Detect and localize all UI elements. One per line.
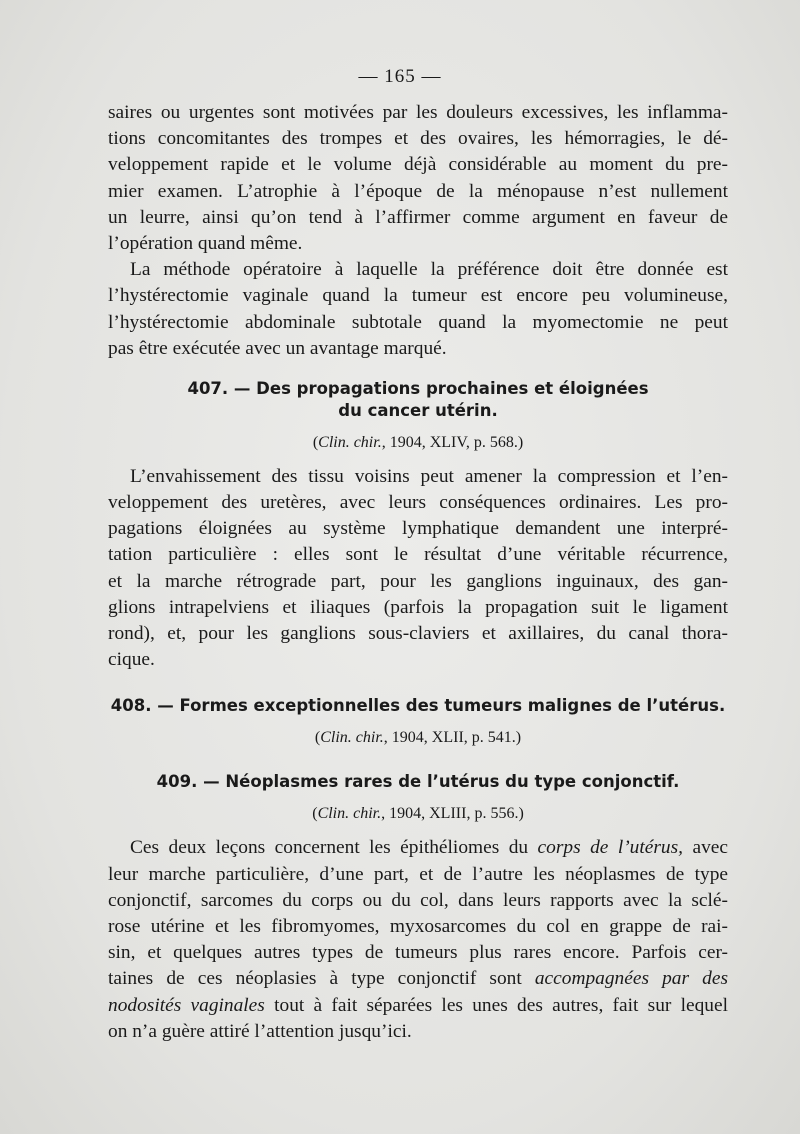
text-line: cique. xyxy=(108,649,155,671)
section-heading xyxy=(108,695,728,717)
text-line: rose utérine et les fibromyomes, myxosarcomes du col en grappe de rai- xyxy=(108,915,728,937)
italic-text: nodosités vaginales xyxy=(108,994,265,1016)
text-run: avec xyxy=(683,837,728,859)
text-line: l’hystérectomie vaginale quand la tumeur est encore peu volumineuse, xyxy=(108,285,728,307)
text-line: on n’a guère attiré l’attention jusqu’ici. xyxy=(108,1020,412,1042)
section-number: 407. xyxy=(187,378,229,398)
text-line: tions concomitantes des trompes et des ovaires, les hémorragies, le dé- xyxy=(108,128,728,150)
text-line: rond), et, pour les ganglions sous-claviers et axillaires, du canal thora- xyxy=(108,623,728,644)
text-line: leur marche particulière, d’une part, et de l’autre les néoplasmes de type xyxy=(108,863,728,885)
text-line: La méthode opératoire à laquelle la préférence doit être donnée est xyxy=(130,259,728,281)
citation-details: , 1904, XLII, p. 541.) xyxy=(383,729,522,747)
text-line: pagations éloignées au système lymphatique demandent une interpré- xyxy=(108,518,728,540)
text-line: conjonctif, sarcomes du corps ou du col, dans leurs rapports avec la sclé- xyxy=(108,889,728,911)
section-heading xyxy=(108,771,728,793)
section-title: — Des propagations prochaines et éloignées xyxy=(228,378,649,398)
text-line: tation particulière : elles sont le résultat d’une véritable récurrence, xyxy=(108,544,728,566)
citation-source: Clin. chir. xyxy=(320,729,384,747)
text-line: sin, et quelques autres types de tumeurs plus rares encore. Parfois cer- xyxy=(108,942,728,964)
citation: (Clin. chir., 1904, XLIII, p. 556.) xyxy=(312,805,524,823)
page-content xyxy=(108,100,728,1045)
section-407 xyxy=(108,378,728,674)
citation: (Clin. chir., 1904, XLIV, p. 568.) xyxy=(312,433,524,451)
section-408 xyxy=(108,695,728,749)
text-line: L’envahissement des tissu voisins peut amener la compression et l’en- xyxy=(130,465,728,487)
text-line xyxy=(108,835,728,861)
text-run: Ces deux leçons concernent les épithéliomes du xyxy=(130,837,538,859)
text-line: glions intrapelviens et iliaques (parfois la propagation suit le ligament xyxy=(108,596,728,618)
section-number: 408. xyxy=(110,696,152,716)
citation-source: Clin. chir. xyxy=(318,433,382,451)
text-line: un leurre, ainsi qu’on tend à l’affirmer comme argument en faveur de xyxy=(108,206,728,228)
text-line: pas être exécutée avec un avantage marqué. xyxy=(108,337,447,359)
section-title: — Néoplasmes rares de l’utérus du type conjonctif. xyxy=(197,772,680,792)
citation-details: , 1904, XLIII, p. 556.) xyxy=(381,805,524,823)
text-line xyxy=(108,993,728,1019)
text-run: taines de ces néoplasies à type conjonctif sont xyxy=(108,968,535,990)
text-line: saires ou urgentes sont motivées par les douleurs excessives, les inflamma- xyxy=(108,102,728,123)
section-body xyxy=(108,835,728,1045)
text-line: veloppement des uretères, avec leurs conséquences ordinaires. Les pro- xyxy=(108,492,728,514)
intro-paragraph xyxy=(108,100,728,257)
section-title: — Formes exceptionnelles des tumeurs malignes de l’utérus. xyxy=(151,696,726,716)
section-title-continued: du cancer utérin. xyxy=(338,400,498,420)
text-line: l’hystérectomie abdominale subtotale quand la myomectomie ne peut xyxy=(108,311,728,333)
text-run: tout à fait séparées les unes des autres, fait sur lequel xyxy=(264,994,728,1016)
citation: (Clin. chir., 1904, XLII, p. 541.) xyxy=(314,729,522,747)
section-heading xyxy=(108,378,728,400)
citation-source: Clin. chir. xyxy=(317,805,382,823)
italic-text: corps de l’utérus, xyxy=(537,837,684,859)
italic-text: accompagnées par des xyxy=(534,968,728,990)
text-line xyxy=(108,966,728,992)
text-line: mier examen. L’atrophie à l’époque de la ménopause n’est nullement xyxy=(108,180,728,202)
section-409 xyxy=(108,771,728,1045)
page-number: — 165 — xyxy=(358,66,442,87)
text-line: l’opération quand même. xyxy=(108,232,303,254)
section-body xyxy=(108,464,728,674)
text-line: et la marche rétrograde part, pour les ganglions inguinaux, des gan- xyxy=(108,570,728,592)
method-paragraph xyxy=(108,257,728,362)
text-line: veloppement rapide et le volume déjà considérable au moment du pre- xyxy=(108,154,728,176)
citation-details: , 1904, XLIV, p. 568.) xyxy=(381,433,524,451)
section-number: 409. xyxy=(156,772,198,792)
